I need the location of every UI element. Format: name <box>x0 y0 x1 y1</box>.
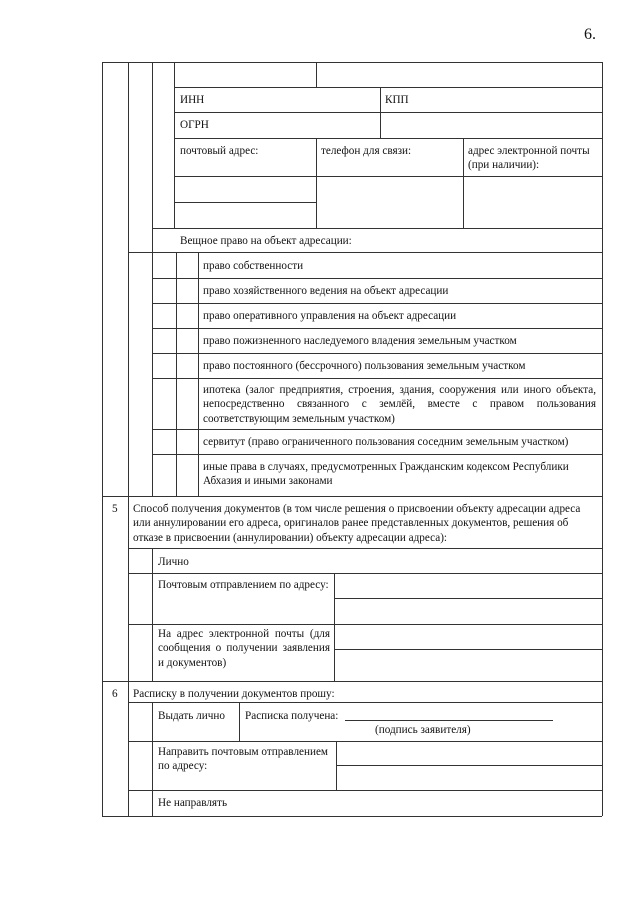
right-other: иные права в случаях, предусмотренных Гражданским кодексом Республики Абхазия и иными законами <box>203 461 569 488</box>
section5-number: 5 <box>112 503 118 515</box>
page-number: 6. <box>584 26 596 43</box>
receipt-send-by-mail: Направить почтовым отправлением по адресу: <box>158 746 329 773</box>
right-mortgage: ипотека (залог предприятия, строения, здания, сооружения или иного объекта, непосредственно связанного с землёй, вместе с правом пользования соответствующим земельным участком) <box>203 384 596 425</box>
delivery-option-in-person: Лично <box>158 556 189 568</box>
ogrn-label: ОГРН <box>180 119 209 131</box>
table-border-left <box>102 62 103 816</box>
right-lifetime-inheritable-possession: право пожизненного наследуемого владения земельным участком <box>203 335 517 347</box>
right-economic-management: право хозяйственного ведения на объект адресации <box>203 285 449 297</box>
section5-title: Способ получения документов (в том числе решения о присвоении объекту адресации адреса или аннулировании его адреса, оригиналов ранее представленных документов, решения об отказе в присвоении (аннулировании) объекту адресации адреса): <box>133 503 581 544</box>
receipt-received-label: Расписка получена: <box>245 710 339 722</box>
signature-caption: (подпись заявителя) <box>375 724 471 736</box>
receipt-issue-in-person: Выдать лично <box>158 710 225 722</box>
table-border-top <box>102 62 602 63</box>
delivery-option-by-email: На адрес электронной почты (для сообщения о получении заявления и документов) <box>158 628 330 669</box>
signature-line <box>345 720 553 721</box>
receipt-do-not-send: Не направлять <box>158 797 228 809</box>
phone-label: телефон для связи: <box>321 145 412 157</box>
right-servitude: сервитут (право ограниченного пользования соседним земельным участком) <box>203 436 569 448</box>
right-ownership: право собственности <box>203 260 304 272</box>
right-operational-management: право оперативного управления на объект адресации <box>203 310 457 322</box>
table-border-bottom <box>102 816 602 817</box>
delivery-option-by-mail: Почтовым отправлением по адресу: <box>158 579 329 591</box>
property-rights-heading: Вещное право на объект адресации: <box>180 235 352 247</box>
right-permanent-use: право постоянного (бессрочного) пользования земельным участком <box>203 360 526 372</box>
section6-number: 6 <box>112 688 118 700</box>
inn-label: ИНН <box>180 94 205 106</box>
table-border-right <box>602 62 603 816</box>
postal-address-label: почтовый адрес: <box>180 145 259 157</box>
kpp-label: КПП <box>385 94 409 106</box>
section6-title: Расписку в получении документов прошу: <box>133 688 335 700</box>
email-label: адрес электронной почты (при наличии): <box>468 145 590 172</box>
